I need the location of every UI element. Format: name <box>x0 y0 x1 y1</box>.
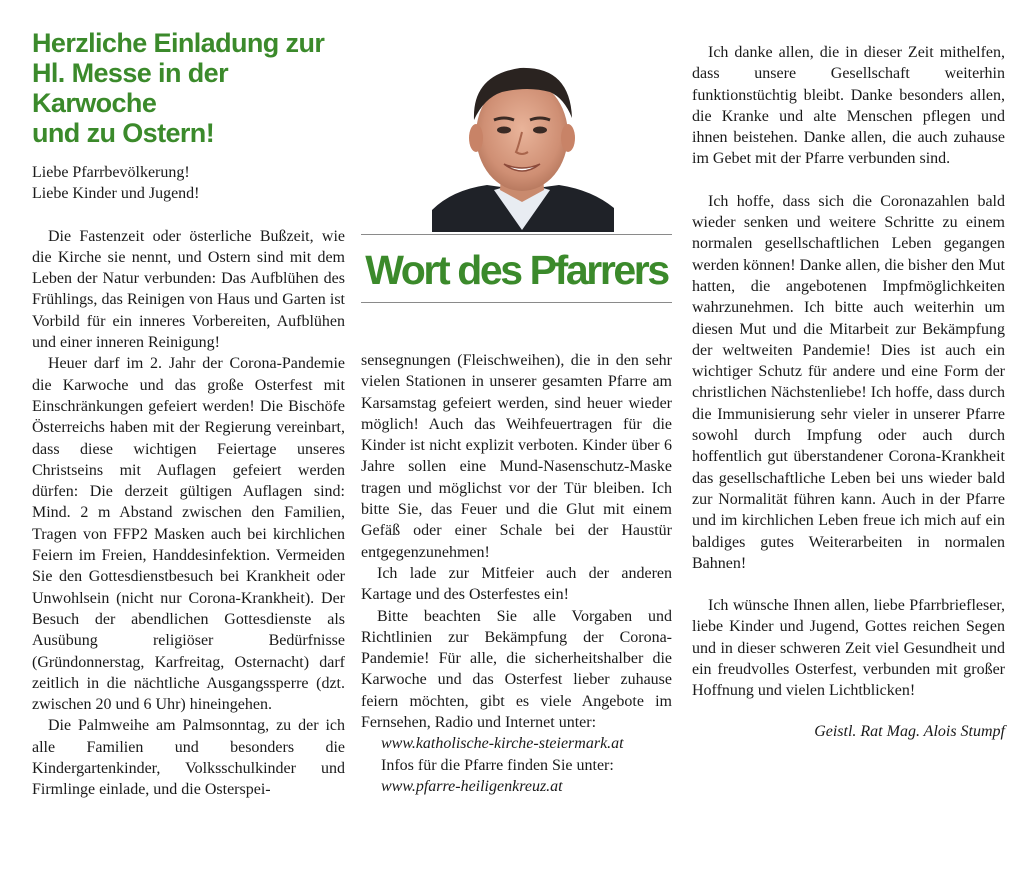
paragraph: sensegnungen (Fleischweihen), die in den sehr vielen Stationen in unserer gesamten Pfarre am Karsamstag gefeiert werden, sind heuer wieder möglich! Auch das Weihfeuertragen für die Kinder ist nicht explizit verboten. Kinder über 6 Jahre sollen eine Mund-Nasenschutz-Maske tragen und möglichst vor der Tür bleiben. Ich bitte Sie, das Feuer und die Glut mit einem Gefäß oder einer Schale bei der Haustür entgegenzunehmen! <box>361 352 672 561</box>
headline-line: Hl. Messe in der Karwoche <box>32 58 228 118</box>
pastor-portrait-photo <box>432 40 614 232</box>
paragraph: Ich wünsche Ihnen allen, liebe Pfarrbriefleser, liebe Kinder und Jugend, Gottes reichen Segen und in dieser schweren Zeit viel Gesundheit und ein freudvolles Osterfest, verbunden mit großer Hoffnung und vielen Lichtblicken! <box>692 597 1005 700</box>
paragraph: Bitte beachten Sie alle Vorgaben und Richtlinien zur Bekämpfung der Corona-Pandemie! Für alle, die sicherheitshalber die Karwoche und das Osterfest lieber zuhause feiern möchten, gibt es viele Angebote im Fernsehen, Radio und Internet unter: <box>361 607 672 732</box>
title-rule-bottom <box>361 302 672 303</box>
paragraph: Ich lade zur Mitfeier auch der anderen Kartage und des Osterfestes ein! <box>361 564 672 604</box>
headline <box>32 28 345 148</box>
signature: Geistl. Rat Mag. Alois Stumpf <box>814 722 1005 740</box>
headline-line: Herzliche Einladung zur <box>32 28 325 58</box>
greeting-line: Liebe Pfarrbevölkerung! <box>32 164 190 181</box>
column-left <box>32 28 345 801</box>
paragraph: Die Fastenzeit oder österliche Bußzeit, wie die Kirche sie nennt, und Ostern sind mit dem Leben der Natur verbunden: Das Aufblühen des Frühlings, das Reinigen von Haus und Garten ist Vorbild für ein inneres Vorbereiten, Aufblühen und einer inneren Reinigung! <box>32 227 345 352</box>
paragraph: Ich danke allen, die in dieser Zeit mithelfen, dass unsere Gesellschaft weiterhin funktionstüchtig bleibt. Danke besonders allen, die Kranke und alte Menschen pflegen und ihnen beistehen. Danke allen, die auch zuhause im Gebet mit der Pfarre verbunden sind. <box>692 44 1005 168</box>
headline-line: und zu Ostern! <box>32 118 215 148</box>
diocese-website-link[interactable]: www.katholische-kirche-steiermark.at <box>381 735 624 753</box>
column-center <box>361 350 672 797</box>
title-rule-top <box>361 234 672 235</box>
greeting-line: Liebe Kinder und Jugend! <box>32 185 200 203</box>
paragraph: Die Palmweihe am Palmsonntag, zu der ich alle Familien und besonders die Kindergartenkinder, Volksschulkinder und Firmlinge einlade, und die Osterspei- <box>32 717 345 799</box>
parish-info-text: Infos für die Pfarre finden Sie unter: <box>381 756 614 774</box>
portrait-illustration <box>432 40 614 232</box>
paragraph: Heuer darf im 2. Jahr der Corona-Pandemie die Karwoche und das große Osterfest mit Einschränkungen gefeiert werden! Die Bischöfe Österreichs haben mit der Regierung vereinbart, dass diese wichtigen Feiertage unseres Christseins mit Auflagen gefeiert werden dürfen: Die derzeit gültigen Auflagen sind: Mind. 2 m Abstand zwischen den Familien, Tragen von FFP2 Masken auch bei kirchlichen Feiern im Freien, Handdesinfektion. Vermeiden Sie den Gottesdienstbesuch bei Krankheit oder Unwohlsein (nicht nur Corona-Krankheit). Der Besuch der abendlichen Gottesdienste als Ausübung religiöser Bedürfnisse (Gründonnerstag, Karfreitag, Osternacht) darf zeitlich in die nächtliche Ausgangssperre (dzt. zwischen 20 und 6 Uhr) hineingehen. <box>32 355 345 714</box>
paragraph: Ich hoffe, dass sich die Coronazahlen bald wieder senken und weitere Schritte zu einem normalen gesellschaftlichen Leben gegangen werden können! Danke allen, die bisher den Mut hatten, die angebotenen Impfmöglichkeiten wahrzunehmen. Ich bitte auch weiterhin um diesen Mut und die Mitarbeit zur Bekämpfung der weltweiten Pandemie! Dies ist auch ein wichtiger Schutz für andere und eine Form der christlichen Nächstenliebe! Ich hoffe, dass durch die Immunisierung sehr vieler in unserer Pfarre sowohl durch Impfung oder auch durch hoffentlich gut überstandener Corona-Krankheit das gesellschaftliche Leben bei uns wieder bald zur Normalität führen kann. Auch in der Pfarre und im kirchlichen Leben freue ich mich auf ein baldiges gutes Weiterarbeiten in normalen Bahnen! <box>692 192 1005 572</box>
parish-website-link[interactable]: www.pfarre-heiligenkreuz.at <box>381 777 563 795</box>
section-title: Wort des Pfarrers <box>365 247 668 293</box>
column-right <box>692 42 1005 742</box>
